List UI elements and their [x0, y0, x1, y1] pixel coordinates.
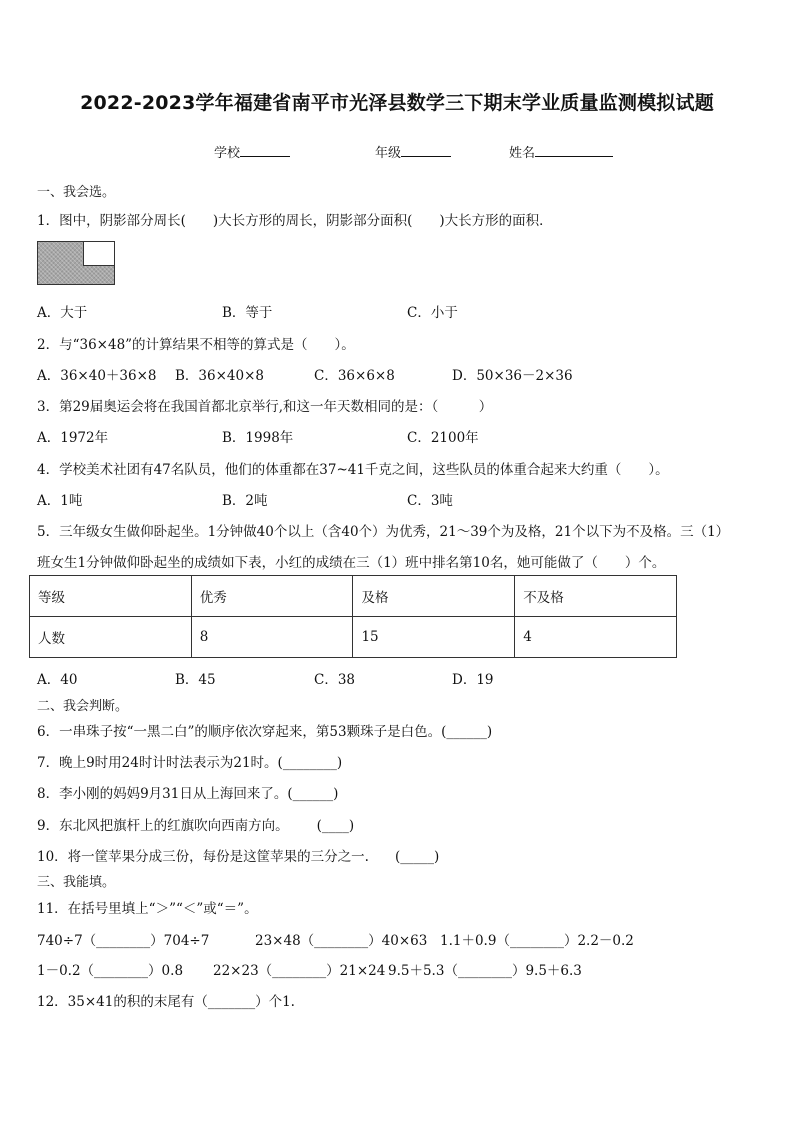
- table-header-row: [30, 576, 677, 617]
- q11-item[interactable]: 9.5＋5.3（________）9.5＋6.3: [388, 963, 582, 979]
- unshaded-corner: [83, 241, 115, 266]
- table-header-cell: 优秀: [191, 576, 353, 617]
- q2-option-b: B．36×40×8: [175, 368, 264, 384]
- question-12: 12．35×41的积的末尾有（_______）个1.: [37, 994, 295, 1010]
- question-5-line-2: 班女生1分钟做仰卧起坐的成绩如下表，小红的成绩在三（1）班中排名第10名，她可能做了（ ）个。: [37, 555, 666, 571]
- q5-option-c: C．38: [314, 672, 356, 688]
- question-8-text: 8．李小刚的妈妈9月31日从上海回来了。: [37, 786, 288, 802]
- question-3: 3．第29届奥运会将在我国首都北京举行,和这一年天数相同的是：（ ）: [37, 399, 493, 415]
- question-1: 1．图中，阴影部分周长( )大长方形的周长，阴影部分面积( )大长方形的面积．: [37, 213, 553, 229]
- grade-field: [375, 142, 451, 161]
- question-4: 4．学校美术社团有47名队员，他们的体重都在37~41千克之间，这些队员的体重合起来大约重（ ）。: [37, 462, 669, 478]
- answer-paren[interactable]: (________): [277, 755, 343, 771]
- question-7: [37, 751, 342, 771]
- grade-label: 年级: [375, 146, 402, 161]
- section-fill-heading: 三、我能填。: [37, 875, 116, 890]
- question-10-text: 10．将一筐苹果分成三份，每份是这筐苹果的三分之一.: [37, 849, 369, 865]
- section-judge-heading: 二、我会判断。: [37, 699, 129, 714]
- q3-option-a: A．1972年: [37, 430, 109, 446]
- name-blank[interactable]: [535, 144, 613, 157]
- q11-item[interactable]: 23×48（________）40×63: [255, 933, 428, 949]
- q5-option-d: D．19: [452, 672, 494, 688]
- table-row: [30, 617, 677, 658]
- answer-paren[interactable]: (______): [441, 724, 493, 740]
- section-choice-heading: 一、我会选。: [37, 185, 116, 200]
- q11-item[interactable]: 740÷7（________）704÷7: [37, 933, 210, 949]
- name-label: 姓名: [509, 146, 536, 161]
- school-label: 学校: [214, 146, 241, 161]
- q11-item[interactable]: 22×23（________）21×24: [213, 963, 386, 979]
- grade-blank[interactable]: [401, 144, 451, 157]
- question-7-text: 7．晚上9时用24时计时法表示为21时。: [37, 755, 278, 771]
- q1-option-b: B．等于: [222, 305, 273, 321]
- question-9: [37, 814, 354, 834]
- question-6-text: 6．一串珠子按“一黑二白”的顺序依次穿起来，第53颗珠子是白色。: [37, 724, 442, 740]
- table-header-cell: 不及格: [515, 576, 677, 617]
- question-10: [37, 845, 439, 865]
- q11-item[interactable]: 1－0.2（________）0.8: [37, 963, 184, 979]
- answer-paren[interactable]: (____): [316, 818, 355, 834]
- shaded-rectangle-figure: [37, 241, 115, 285]
- q11-item[interactable]: 1.1＋0.9（________）2.2－0.2: [440, 933, 634, 949]
- table-cell: 4: [515, 617, 677, 658]
- q2-option-c: C．36×6×8: [314, 368, 395, 384]
- table-cell: 15: [353, 617, 515, 658]
- q4-option-c: C．3吨: [407, 493, 453, 509]
- question-11: 11．在括号里填上“＞”“＜”或“＝”。: [37, 901, 258, 917]
- school-field: [214, 142, 290, 161]
- question-8: [37, 782, 338, 802]
- question-5-line-1: 5．三年级女生做仰卧起坐。1分钟做40个以上（含40个）为优秀，21～39个为及格，21个以下为不及格。三（1）: [37, 524, 730, 540]
- school-blank[interactable]: [240, 144, 290, 157]
- question-6: [37, 720, 492, 740]
- q5-option-b: B．45: [175, 672, 216, 688]
- q4-option-a: A．1吨: [37, 493, 83, 509]
- q3-option-c: C．2100年: [407, 430, 479, 446]
- q5-option-a: A．40: [37, 672, 78, 688]
- question-9-text: 9．东北风把旗杆上的红旗吹向西南方向。: [37, 818, 289, 834]
- q1-option-c: C．小于: [407, 305, 458, 321]
- table-cell: 人数: [30, 617, 192, 658]
- q4-option-b: B．2吨: [222, 493, 268, 509]
- question-2: 2．与“36×48”的计算结果不相等的算式是（ ）。: [37, 337, 355, 353]
- answer-paren[interactable]: (______): [287, 786, 339, 802]
- q2-option-a: A．36×40＋36×8: [37, 368, 157, 384]
- table-header-cell: 等级: [30, 576, 192, 617]
- table-header-cell: 及格: [353, 576, 515, 617]
- name-field: [509, 142, 613, 161]
- page-title: 2022-2023学年福建省南平市光泽县数学三下期末学业质量监测模拟试题: [80, 92, 714, 114]
- q2-option-d: D．50×36－2×36: [452, 368, 573, 384]
- table-cell: 8: [191, 617, 353, 658]
- q3-option-b: B．1998年: [222, 430, 294, 446]
- answer-paren[interactable]: (_____): [394, 849, 440, 865]
- q1-option-a: A．大于: [37, 305, 88, 321]
- grade-table: [29, 575, 677, 658]
